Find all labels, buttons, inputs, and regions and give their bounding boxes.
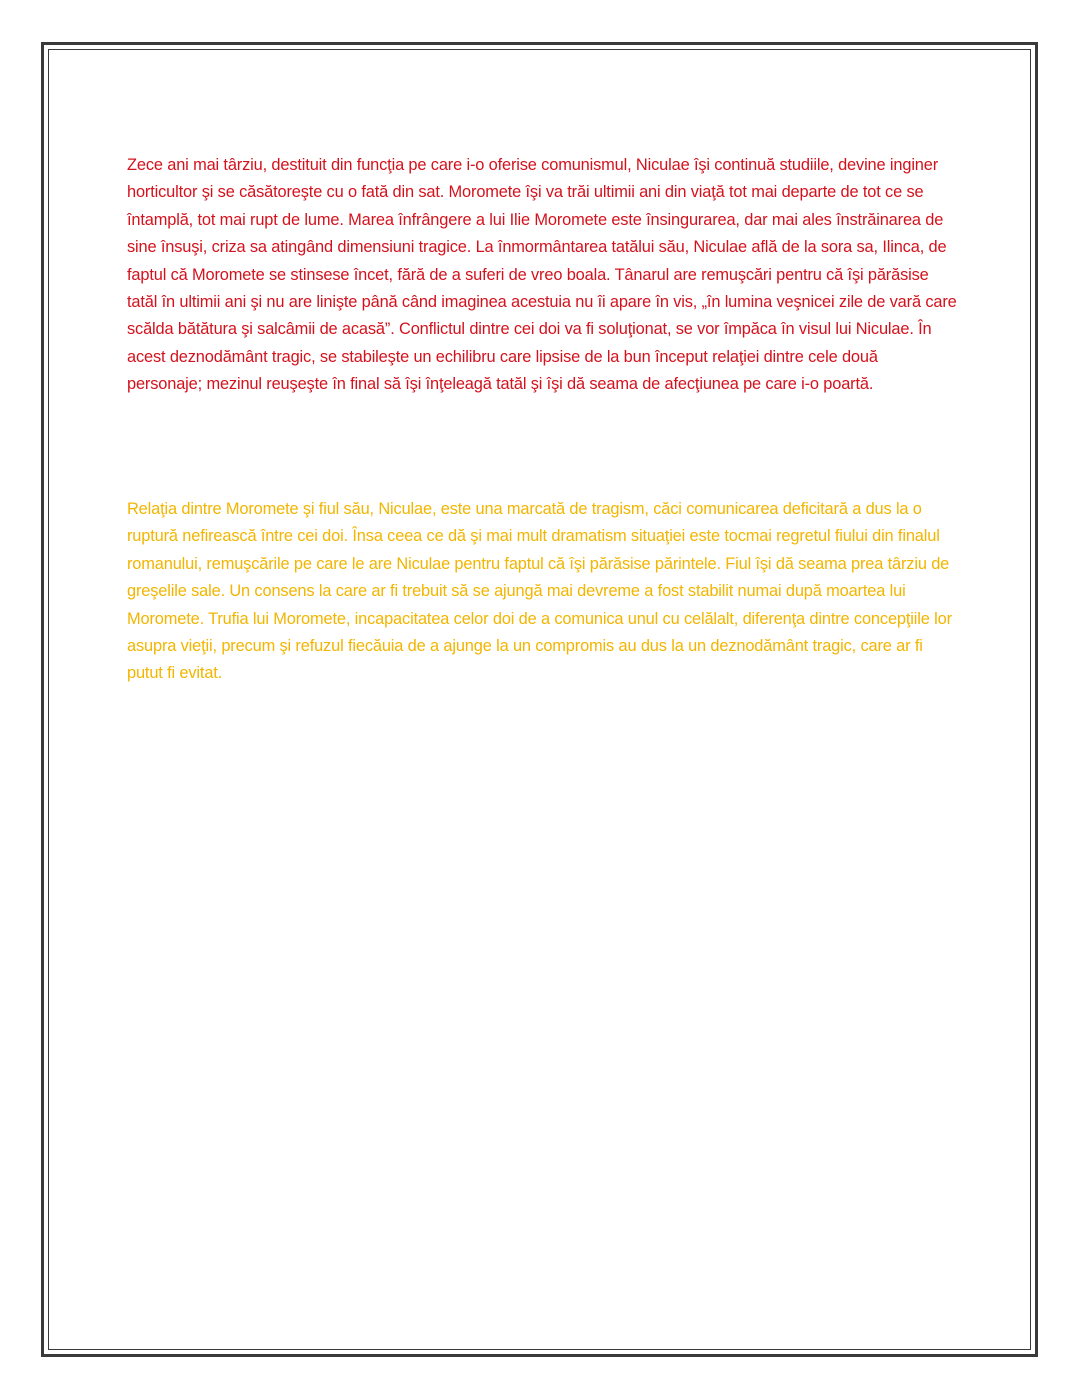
paragraph-relationship-conclusion: Relaţia dintre Moromete şi fiul său, Niculae, este una marcată de tragism, căci comunicarea deficitară a dus la o ruptură nefirească între cei doi. Însa ceea ce dă şi mai mult dramatism situaţiei este tocmai regretul fiului din finalul romanului, remuşcările pe care le are Niculae pentru faptul că îşi părăsise părintele. Fiul îşi dă seama prea târziu de greşelile sale. Un consens la care ar fi trebuit să se ajungă mai devreme a fost stabilit numai după moartea lui Moromete. Trufia lui Moromete, incapacitatea celor doi de a comunica unul cu celălalt, diferenţa dintre concepţiile lor asupra vieţii, precum şi refuzul fiecăuia de a ajunge la un compromis au dus la un deznodământ tragic, care ar fi putut fi evitat. xyxy=(127,500,952,683)
paragraph-niculae-aftermath: Zece ani mai târziu, destituit din funcţia pe care i-o oferise comunismul, Niculae îşi continuă studiile, devine inginer horticultor şi se căsătoreşte cu o fată din sat. Moromete îşi va trăi ultimii ani din viaţă tot mai departe de tot ce se întamplă, tot mai rupt de lume. Marea înfrângere a lui Ilie Moromete este însingurarea, dar mai ales înstrăinarea de sine însuşi, criza sa atingând dimensiuni tragice. La înmormântarea tatălui său, Niculae află de la sora sa, Ilinca, de faptul că Moromete se stinsese încet, fără de a suferi de vreo boala. Tânarul are remuşcări pentru că îşi părăsise tatăl în ultimii ani şi nu are linişte până când imaginea acestuia nu îi apare în vis, „în lumina veşnicei zile de vară care scălda bătătura şi salcâmii de acasă”. Conflictul dintre cei doi va fi soluţionat, se vor împăca în visul lui Niculae. În acest deznodământ tragic, se stabileşte un echilibru care lipsise de la bun început relaţiei dintre cele două personaje; mezinul reuşeşte în final să îşi înţeleagă tatăl şi îşi dă seama de afecţiunea pe care i-o poartă. xyxy=(127,156,957,394)
